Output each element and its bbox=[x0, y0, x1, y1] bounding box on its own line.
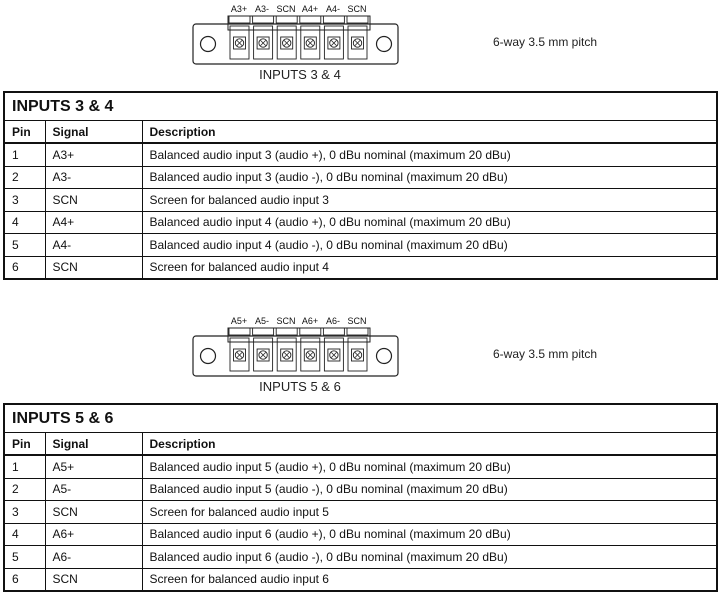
pin-label: A6+ bbox=[301, 316, 319, 326]
signal-name: A6+ bbox=[45, 523, 142, 546]
terminal-row bbox=[228, 328, 370, 371]
signal-description: Balanced audio input 3 (audio +), 0 dBu nominal (maximum 20 dBu) bbox=[142, 143, 717, 166]
inputs-5-6-table bbox=[3, 403, 718, 592]
pin-label: SCN bbox=[276, 4, 296, 14]
signal-name: SCN bbox=[45, 568, 142, 591]
pin-number: 3 bbox=[4, 189, 45, 212]
terminal-screw-icon bbox=[300, 16, 321, 59]
table-row bbox=[4, 234, 717, 257]
terminal-screw-icon bbox=[347, 16, 368, 59]
pin-number: 2 bbox=[4, 478, 45, 501]
table-row bbox=[4, 143, 717, 166]
pin-number: 1 bbox=[4, 455, 45, 478]
pin-number: 6 bbox=[4, 568, 45, 591]
signal-description: Screen for balanced audio input 3 bbox=[142, 189, 717, 212]
connector-diagram bbox=[0, 0, 723, 86]
pin-label: SCN bbox=[347, 4, 367, 14]
table-row bbox=[4, 546, 717, 569]
pin-number: 5 bbox=[4, 234, 45, 257]
terminal-screw-icon bbox=[229, 16, 250, 59]
table-title: INPUTS 3 & 4 bbox=[4, 92, 717, 121]
pin-label: SCN bbox=[276, 316, 296, 326]
terminal-screw-icon bbox=[229, 328, 250, 371]
signal-name: SCN bbox=[45, 501, 142, 524]
column-header-signal: Signal bbox=[45, 121, 142, 144]
connector-pitch: 6-way 3.5 mm pitch bbox=[493, 347, 598, 361]
table-row bbox=[4, 568, 717, 591]
table-row bbox=[4, 523, 717, 546]
signal-name: SCN bbox=[45, 189, 142, 212]
table-row bbox=[4, 455, 717, 478]
column-header-description: Description bbox=[142, 433, 717, 456]
signal-description: Screen for balanced audio input 6 bbox=[142, 568, 717, 591]
terminal-screw-icon bbox=[300, 328, 321, 371]
signal-name: A5- bbox=[45, 478, 142, 501]
connector-diagram bbox=[0, 312, 723, 398]
pin-number: 3 bbox=[4, 501, 45, 524]
signal-description: Balanced audio input 4 (audio +), 0 dBu nominal (maximum 20 dBu) bbox=[142, 211, 717, 234]
signal-name: A6- bbox=[45, 546, 142, 569]
terminal-screw-icon bbox=[253, 16, 274, 59]
pin-number: 5 bbox=[4, 546, 45, 569]
table-title: INPUTS 5 & 6 bbox=[4, 404, 717, 433]
terminal-block-icon bbox=[190, 0, 410, 72]
pin-label: SCN bbox=[347, 316, 367, 326]
terminal-block-icon bbox=[190, 312, 410, 384]
terminal-row bbox=[228, 16, 370, 59]
column-header-pin: Pin bbox=[4, 433, 45, 456]
terminal-screw-icon bbox=[276, 328, 297, 371]
signal-name: A5+ bbox=[45, 455, 142, 478]
table-row bbox=[4, 256, 717, 279]
signal-description: Balanced audio input 6 (audio +), 0 dBu nominal (maximum 20 dBu) bbox=[142, 523, 717, 546]
signal-description: Balanced audio input 5 (audio -), 0 dBu nominal (maximum 20 dBu) bbox=[142, 478, 717, 501]
signal-name: A3+ bbox=[45, 143, 142, 166]
signal-name: SCN bbox=[45, 256, 142, 279]
pin-label: A6- bbox=[325, 316, 341, 326]
pin-label: A5+ bbox=[230, 316, 248, 326]
signal-description: Balanced audio input 5 (audio +), 0 dBu nominal (maximum 20 dBu) bbox=[142, 455, 717, 478]
column-header-signal: Signal bbox=[45, 433, 142, 456]
connector-caption: INPUTS 5 & 6 bbox=[259, 379, 341, 394]
signal-description: Balanced audio input 4 (audio -), 0 dBu nominal (maximum 20 dBu) bbox=[142, 234, 717, 257]
pin-label: A5- bbox=[254, 316, 270, 326]
table-row bbox=[4, 166, 717, 189]
pin-label: A4- bbox=[325, 4, 341, 14]
pin-label: A3- bbox=[254, 4, 270, 14]
terminal-screw-icon bbox=[347, 328, 368, 371]
table-row bbox=[4, 211, 717, 234]
pin-number: 6 bbox=[4, 256, 45, 279]
pin-label: A3+ bbox=[230, 4, 248, 14]
column-header-pin: Pin bbox=[4, 121, 45, 144]
terminal-screw-icon bbox=[323, 16, 344, 59]
table-row bbox=[4, 501, 717, 524]
connector-pitch: 6-way 3.5 mm pitch bbox=[493, 35, 598, 49]
terminal-screw-icon bbox=[276, 16, 297, 59]
pin-number: 1 bbox=[4, 143, 45, 166]
signal-description: Balanced audio input 3 (audio -), 0 dBu nominal (maximum 20 dBu) bbox=[142, 166, 717, 189]
signal-description: Balanced audio input 6 (audio -), 0 dBu nominal (maximum 20 dBu) bbox=[142, 546, 717, 569]
table-row bbox=[4, 478, 717, 501]
pin-label: A4+ bbox=[301, 4, 319, 14]
column-header-description: Description bbox=[142, 121, 717, 144]
table-row bbox=[4, 189, 717, 212]
pin-number: 2 bbox=[4, 166, 45, 189]
inputs-5-6-section bbox=[0, 312, 723, 398]
connector-caption: INPUTS 3 & 4 bbox=[259, 67, 341, 82]
signal-name: A4+ bbox=[45, 211, 142, 234]
pin-number: 4 bbox=[4, 523, 45, 546]
signal-name: A3- bbox=[45, 166, 142, 189]
inputs-3-4-section bbox=[0, 0, 723, 86]
signal-description: Screen for balanced audio input 5 bbox=[142, 501, 717, 524]
signal-name: A4- bbox=[45, 234, 142, 257]
terminal-screw-icon bbox=[323, 328, 344, 371]
pin-number: 4 bbox=[4, 211, 45, 234]
terminal-screw-icon bbox=[253, 328, 274, 371]
inputs-3-4-table bbox=[3, 91, 718, 280]
signal-description: Screen for balanced audio input 4 bbox=[142, 256, 717, 279]
